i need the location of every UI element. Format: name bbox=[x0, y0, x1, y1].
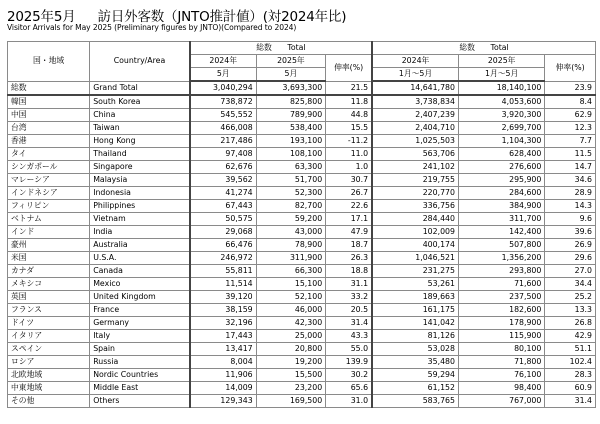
cell-en: Italy bbox=[90, 330, 190, 343]
header-may-2025-year: 2025年 bbox=[256, 55, 326, 68]
cell-c2025: 295,900 bbox=[458, 174, 544, 187]
cell-c2024: 400,174 bbox=[372, 239, 458, 252]
cell-cg: 11.5 bbox=[545, 148, 596, 161]
cell-m2025: 82,700 bbox=[256, 200, 326, 213]
table-row bbox=[8, 122, 596, 135]
cell-c2024: 14,641,780 bbox=[372, 81, 458, 95]
cell-jp: ベトナム bbox=[8, 213, 90, 226]
cell-m2025: 59,200 bbox=[256, 213, 326, 226]
cell-mg: 21.5 bbox=[326, 81, 372, 95]
cell-m2025: 789,900 bbox=[256, 109, 326, 122]
cell-jp: 中東地域 bbox=[8, 382, 90, 395]
cell-m2024: 8,004 bbox=[190, 356, 256, 369]
cell-m2024: 13,417 bbox=[190, 343, 256, 356]
cell-m2025: 311,900 bbox=[256, 252, 326, 265]
cell-mg: 1.0 bbox=[326, 161, 372, 174]
header-country-en: Country/Area bbox=[90, 42, 190, 82]
cell-en: Thailand bbox=[90, 148, 190, 161]
cell-c2025: 507,800 bbox=[458, 239, 544, 252]
cell-c2024: 563,706 bbox=[372, 148, 458, 161]
cell-mg: 20.5 bbox=[326, 304, 372, 317]
cell-m2025: 52,300 bbox=[256, 187, 326, 200]
cell-m2024: 39,562 bbox=[190, 174, 256, 187]
header-cum-2024-period: 1月～5月 bbox=[372, 68, 458, 82]
table-row bbox=[8, 135, 596, 148]
cell-jp: タイ bbox=[8, 148, 90, 161]
cell-c2024: 81,126 bbox=[372, 330, 458, 343]
header-cum-2024-year: 2024年 bbox=[372, 55, 458, 68]
cell-cg: 27.0 bbox=[545, 265, 596, 278]
table-row bbox=[8, 382, 596, 395]
cell-jp: 中国 bbox=[8, 109, 90, 122]
table-row bbox=[8, 200, 596, 213]
cell-m2024: 17,443 bbox=[190, 330, 256, 343]
cell-mg: 17.1 bbox=[326, 213, 372, 226]
cell-mg: 15.5 bbox=[326, 122, 372, 135]
cell-jp: 香港 bbox=[8, 135, 90, 148]
cell-en: France bbox=[90, 304, 190, 317]
cell-jp: 英国 bbox=[8, 291, 90, 304]
table-row bbox=[8, 81, 596, 95]
cell-c2024: 2,404,710 bbox=[372, 122, 458, 135]
cell-cg: 8.4 bbox=[545, 95, 596, 109]
cell-m2025: 538,400 bbox=[256, 122, 326, 135]
cell-en: Russia bbox=[90, 356, 190, 369]
cell-jp: マレーシア bbox=[8, 174, 90, 187]
header-cum-growth: 伸率(%) bbox=[545, 55, 596, 82]
cell-m2025: 78,900 bbox=[256, 239, 326, 252]
cell-c2025: 115,900 bbox=[458, 330, 544, 343]
cell-m2024: 3,040,294 bbox=[190, 81, 256, 95]
cell-mg: 26.7 bbox=[326, 187, 372, 200]
cell-en: Germany bbox=[90, 317, 190, 330]
cell-c2024: 336,756 bbox=[372, 200, 458, 213]
cell-m2024: 50,575 bbox=[190, 213, 256, 226]
cell-mg: 43.3 bbox=[326, 330, 372, 343]
cell-mg: 30.7 bbox=[326, 174, 372, 187]
table-row bbox=[8, 226, 596, 239]
cell-en: Canada bbox=[90, 265, 190, 278]
cell-cg: 26.8 bbox=[545, 317, 596, 330]
table-row bbox=[8, 109, 596, 122]
cell-c2024: 583,765 bbox=[372, 395, 458, 408]
table-row bbox=[8, 161, 596, 174]
table-row bbox=[8, 369, 596, 382]
cell-cg: 25.2 bbox=[545, 291, 596, 304]
title-text: 訪日外客数（JNTO推計値）(対2024年比) bbox=[97, 9, 347, 25]
cell-c2024: 1,025,503 bbox=[372, 135, 458, 148]
cell-m2024: 29,068 bbox=[190, 226, 256, 239]
cell-c2025: 276,600 bbox=[458, 161, 544, 174]
table-row bbox=[8, 343, 596, 356]
cell-c2025: 384,900 bbox=[458, 200, 544, 213]
cell-cg: 14.3 bbox=[545, 200, 596, 213]
cell-mg: 31.1 bbox=[326, 278, 372, 291]
cell-m2024: 41,274 bbox=[190, 187, 256, 200]
cell-jp: 台湾 bbox=[8, 122, 90, 135]
cell-c2025: 2,699,700 bbox=[458, 122, 544, 135]
cell-jp: 米国 bbox=[8, 252, 90, 265]
cell-m2025: 25,000 bbox=[256, 330, 326, 343]
table-row bbox=[8, 317, 596, 330]
cell-c2024: 219,755 bbox=[372, 174, 458, 187]
cell-cg: 13.3 bbox=[545, 304, 596, 317]
cell-cg: 12.3 bbox=[545, 122, 596, 135]
cell-c2024: 59,294 bbox=[372, 369, 458, 382]
cell-mg: 26.3 bbox=[326, 252, 372, 265]
cell-m2024: 38,159 bbox=[190, 304, 256, 317]
cell-cg: 29.6 bbox=[545, 252, 596, 265]
cell-en: Singapore bbox=[90, 161, 190, 174]
cell-en: Nordic Countries bbox=[90, 369, 190, 382]
cell-c2024: 61,152 bbox=[372, 382, 458, 395]
cell-jp: 韓国 bbox=[8, 95, 90, 109]
cell-c2025: 3,920,300 bbox=[458, 109, 544, 122]
cell-en: Australia bbox=[90, 239, 190, 252]
cell-m2025: 3,693,300 bbox=[256, 81, 326, 95]
cell-cg: 62.9 bbox=[545, 109, 596, 122]
cell-m2024: 11,906 bbox=[190, 369, 256, 382]
cell-mg: 44.8 bbox=[326, 109, 372, 122]
cell-jp: その他 bbox=[8, 395, 90, 408]
cell-cg: 14.7 bbox=[545, 161, 596, 174]
table-row bbox=[8, 278, 596, 291]
cell-c2024: 102,009 bbox=[372, 226, 458, 239]
cell-m2025: 63,300 bbox=[256, 161, 326, 174]
cell-m2024: 466,008 bbox=[190, 122, 256, 135]
cell-en: U.S.A. bbox=[90, 252, 190, 265]
table-body bbox=[8, 81, 596, 408]
table-row bbox=[8, 395, 596, 408]
cell-en: South Korea bbox=[90, 95, 190, 109]
table-row bbox=[8, 239, 596, 252]
cell-en: Others bbox=[90, 395, 190, 408]
cell-c2025: 628,400 bbox=[458, 148, 544, 161]
cell-m2025: 66,300 bbox=[256, 265, 326, 278]
cell-m2024: 97,408 bbox=[190, 148, 256, 161]
header-may-2025-month: 5月 bbox=[256, 68, 326, 82]
cell-en: United Kingdom bbox=[90, 291, 190, 304]
cell-mg: 55.0 bbox=[326, 343, 372, 356]
cell-c2024: 35,480 bbox=[372, 356, 458, 369]
header-may-2024-month: 5月 bbox=[190, 68, 256, 82]
table-row bbox=[8, 95, 596, 109]
cell-jp: 北欧地域 bbox=[8, 369, 90, 382]
cell-c2024: 3,738,834 bbox=[372, 95, 458, 109]
table-row bbox=[8, 174, 596, 187]
cell-m2025: 193,100 bbox=[256, 135, 326, 148]
cell-cg: 26.9 bbox=[545, 239, 596, 252]
cell-c2024: 53,028 bbox=[372, 343, 458, 356]
cell-m2025: 46,000 bbox=[256, 304, 326, 317]
cell-c2024: 241,102 bbox=[372, 161, 458, 174]
cell-cg: 31.4 bbox=[545, 395, 596, 408]
cell-m2025: 19,200 bbox=[256, 356, 326, 369]
cell-c2025: 767,000 bbox=[458, 395, 544, 408]
cell-jp: スペイン bbox=[8, 343, 90, 356]
cell-c2025: 142,400 bbox=[458, 226, 544, 239]
cell-mg: 31.0 bbox=[326, 395, 372, 408]
cell-m2025: 825,800 bbox=[256, 95, 326, 109]
cell-en: Vietnam bbox=[90, 213, 190, 226]
cell-jp: フランス bbox=[8, 304, 90, 317]
cell-jp: カナダ bbox=[8, 265, 90, 278]
cell-mg: 31.4 bbox=[326, 317, 372, 330]
cell-m2025: 42,300 bbox=[256, 317, 326, 330]
table-row bbox=[8, 148, 596, 161]
cell-c2025: 4,053,600 bbox=[458, 95, 544, 109]
cell-c2025: 1,356,200 bbox=[458, 252, 544, 265]
cell-jp: ドイツ bbox=[8, 317, 90, 330]
cell-m2024: 39,120 bbox=[190, 291, 256, 304]
cell-c2024: 231,275 bbox=[372, 265, 458, 278]
cell-m2024: 11,514 bbox=[190, 278, 256, 291]
table-row bbox=[8, 304, 596, 317]
cell-cg: 28.9 bbox=[545, 187, 596, 200]
cell-m2024: 55,811 bbox=[190, 265, 256, 278]
cell-c2025: 71,600 bbox=[458, 278, 544, 291]
cell-en: Middle East bbox=[90, 382, 190, 395]
cell-m2024: 738,872 bbox=[190, 95, 256, 109]
cell-jp: 総数 bbox=[8, 81, 90, 95]
cell-mg: 18.7 bbox=[326, 239, 372, 252]
header-country-jp: 国・地域 bbox=[8, 42, 90, 82]
cell-m2024: 246,972 bbox=[190, 252, 256, 265]
cell-jp: インドネシア bbox=[8, 187, 90, 200]
cell-m2025: 51,700 bbox=[256, 174, 326, 187]
cell-c2025: 284,600 bbox=[458, 187, 544, 200]
cell-c2024: 2,407,239 bbox=[372, 109, 458, 122]
cell-mg: 30.2 bbox=[326, 369, 372, 382]
cell-m2025: 52,100 bbox=[256, 291, 326, 304]
visitor-arrivals-table bbox=[7, 41, 596, 408]
cell-m2024: 62,676 bbox=[190, 161, 256, 174]
table-row bbox=[8, 356, 596, 369]
cell-jp: イタリア bbox=[8, 330, 90, 343]
header-may-growth: 伸率(%) bbox=[326, 55, 372, 82]
cell-jp: インド bbox=[8, 226, 90, 239]
header-cum-2025-year: 2025年 bbox=[458, 55, 544, 68]
cell-m2024: 66,476 bbox=[190, 239, 256, 252]
cell-c2024: 53,261 bbox=[372, 278, 458, 291]
cell-mg: 18.8 bbox=[326, 265, 372, 278]
cell-cg: 34.4 bbox=[545, 278, 596, 291]
table-row bbox=[8, 291, 596, 304]
cell-c2025: 80,100 bbox=[458, 343, 544, 356]
cell-m2024: 67,443 bbox=[190, 200, 256, 213]
cell-c2025: 293,800 bbox=[458, 265, 544, 278]
cell-en: Taiwan bbox=[90, 122, 190, 135]
cell-c2024: 284,440 bbox=[372, 213, 458, 226]
cell-en: Spain bbox=[90, 343, 190, 356]
cell-c2025: 76,100 bbox=[458, 369, 544, 382]
cell-cg: 60.9 bbox=[545, 382, 596, 395]
table-row bbox=[8, 252, 596, 265]
cell-jp: メキシコ bbox=[8, 278, 90, 291]
cell-mg: 11.0 bbox=[326, 148, 372, 161]
cell-jp: 豪州 bbox=[8, 239, 90, 252]
header-may-2024-year: 2024年 bbox=[190, 55, 256, 68]
cell-en: Philippines bbox=[90, 200, 190, 213]
cell-cg: 34.6 bbox=[545, 174, 596, 187]
cell-cg: 23.9 bbox=[545, 81, 596, 95]
cell-cg: 42.9 bbox=[545, 330, 596, 343]
cell-cg: 51.1 bbox=[545, 343, 596, 356]
cell-mg: 33.2 bbox=[326, 291, 372, 304]
cell-c2025: 182,600 bbox=[458, 304, 544, 317]
cell-m2025: 15,100 bbox=[256, 278, 326, 291]
cell-en: India bbox=[90, 226, 190, 239]
cell-mg: 47.9 bbox=[326, 226, 372, 239]
cell-jp: フィリピン bbox=[8, 200, 90, 213]
cell-jp: ロシア bbox=[8, 356, 90, 369]
cell-m2025: 20,800 bbox=[256, 343, 326, 356]
cell-c2024: 141,042 bbox=[372, 317, 458, 330]
cell-m2024: 14,009 bbox=[190, 382, 256, 395]
page-title bbox=[7, 5, 346, 25]
cell-c2024: 189,663 bbox=[372, 291, 458, 304]
table-row bbox=[8, 187, 596, 200]
header-cum-2025-period: 1月～5月 bbox=[458, 68, 544, 82]
cell-jp: シンガポール bbox=[8, 161, 90, 174]
cell-c2024: 220,770 bbox=[372, 187, 458, 200]
cell-mg: 22.6 bbox=[326, 200, 372, 213]
header-cumulative-total: 総数 Total bbox=[372, 42, 595, 55]
cell-cg: 102.4 bbox=[545, 356, 596, 369]
cell-mg: 11.8 bbox=[326, 95, 372, 109]
cell-mg: -11.2 bbox=[326, 135, 372, 148]
cell-en: Malaysia bbox=[90, 174, 190, 187]
cell-m2025: 15,500 bbox=[256, 369, 326, 382]
cell-mg: 65.6 bbox=[326, 382, 372, 395]
cell-m2025: 108,100 bbox=[256, 148, 326, 161]
cell-c2025: 1,104,300 bbox=[458, 135, 544, 148]
cell-c2025: 71,800 bbox=[458, 356, 544, 369]
header-may-total: 総数 Total bbox=[190, 42, 372, 55]
table-row bbox=[8, 265, 596, 278]
cell-en: Mexico bbox=[90, 278, 190, 291]
cell-c2025: 178,900 bbox=[458, 317, 544, 330]
cell-c2025: 311,700 bbox=[458, 213, 544, 226]
cell-m2025: 169,500 bbox=[256, 395, 326, 408]
cell-mg: 139.9 bbox=[326, 356, 372, 369]
cell-cg: 7.7 bbox=[545, 135, 596, 148]
cell-m2025: 23,200 bbox=[256, 382, 326, 395]
cell-cg: 39.6 bbox=[545, 226, 596, 239]
cell-en: China bbox=[90, 109, 190, 122]
cell-en: Hong Kong bbox=[90, 135, 190, 148]
cell-en: Grand Total bbox=[90, 81, 190, 95]
table-row bbox=[8, 213, 596, 226]
cell-c2024: 161,175 bbox=[372, 304, 458, 317]
cell-c2024: 1,046,521 bbox=[372, 252, 458, 265]
cell-m2025: 43,000 bbox=[256, 226, 326, 239]
cell-c2025: 98,400 bbox=[458, 382, 544, 395]
cell-cg: 9.6 bbox=[545, 213, 596, 226]
title-month: 2025年5月 bbox=[7, 9, 76, 25]
cell-c2025: 18,140,100 bbox=[458, 81, 544, 95]
cell-m2024: 129,343 bbox=[190, 395, 256, 408]
cell-m2024: 545,552 bbox=[190, 109, 256, 122]
cell-en: Indonesia bbox=[90, 187, 190, 200]
cell-cg: 28.3 bbox=[545, 369, 596, 382]
cell-c2025: 237,500 bbox=[458, 291, 544, 304]
cell-m2024: 217,486 bbox=[190, 135, 256, 148]
page-subtitle: Visitor Arrivals for May 2025 (Preliminary figures by JNTO)(Compared to 2024) bbox=[7, 23, 297, 32]
table-row bbox=[8, 330, 596, 343]
cell-m2024: 32,196 bbox=[190, 317, 256, 330]
